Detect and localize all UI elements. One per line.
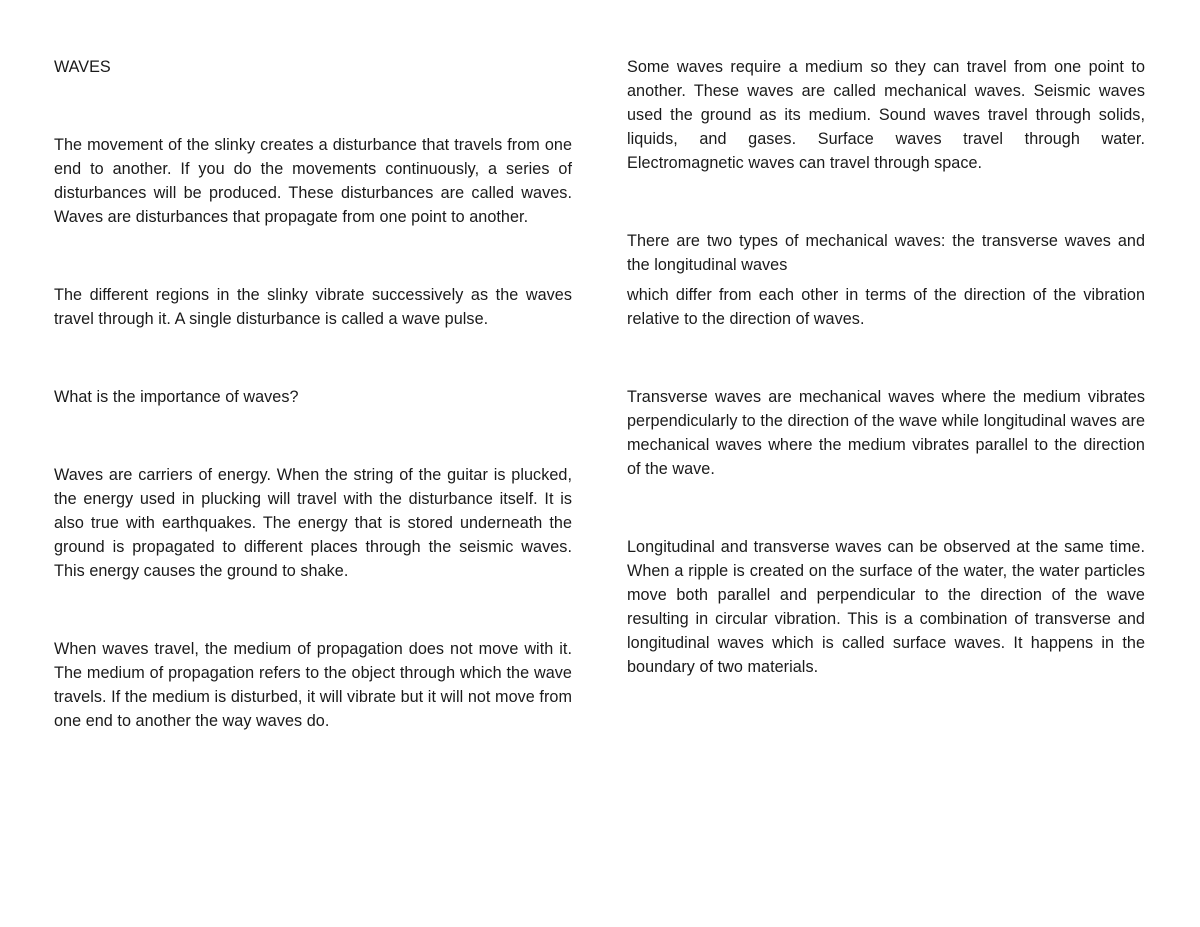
document-title: WAVES [54,58,111,76]
paragraph-medium-of-propagation: When waves travel, the medium of propagation does not move with it. The medium of propagation refers to the object through which the wave travels. If the medium is disturbed, it will vibrate but it will not move from one end to another the way waves do. [54,640,572,730]
paragraph-transverse-longitudinal: Transverse waves are mechanical waves where the medium vibrates perpendicularly to the direction of the wave while longitudinal waves are mechanical waves where the medium vibrates parallel to the direction of the wave. [627,388,1145,478]
paragraph-surface-waves: Longitudinal and transverse waves can be observed at the same time. When a ripple is created on the surface of the water, the water particles move both parallel and perpendicular to the direction of the wave resulting in circular vibration. This is a combination of transverse and longitudinal waves which is called surface waves. It happens in the boundary of two materials. [627,538,1145,676]
paragraph-two-types: There are two types of mechanical waves: the transverse waves and the longitudinal waves [627,232,1145,274]
paragraph-mechanical-waves: Some waves require a medium so they can travel from one point to another. These waves are called mechanical waves. Seismic waves used the ground as its medium. Sound waves travel through solids, liquids, and gases. Surface waves travel through water. Electromagnetic waves can travel through space. [627,58,1145,172]
paragraph-carriers-of-energy: Waves are carriers of energy. When the string of the guitar is plucked, the energy used in plucking will travel with the disturbance itself. It is also true with earthquakes. The energy that is stored underneath the ground is propagated to different places through the seismic waves. This energy causes the ground to shake. [54,466,572,580]
right-column [627,55,1145,679]
left-column [54,55,572,733]
question-importance-of-waves: What is the importance of waves? [54,388,299,406]
paragraph-wave-pulse: The different regions in the slinky vibrate successively as the waves travel through it. A single disturbance is called a wave pulse. [54,286,572,328]
paragraph-slinky-disturbance: The movement of the slinky creates a disturbance that travels from one end to another. If you do the movements continuously, a series of disturbances will be produced. These disturbances are called waves. Waves are disturbances that propagate from one point to another. [54,136,572,226]
paragraph-direction-difference: which differ from each other in terms of the direction of the vibration relative to the direction of waves. [627,286,1145,328]
